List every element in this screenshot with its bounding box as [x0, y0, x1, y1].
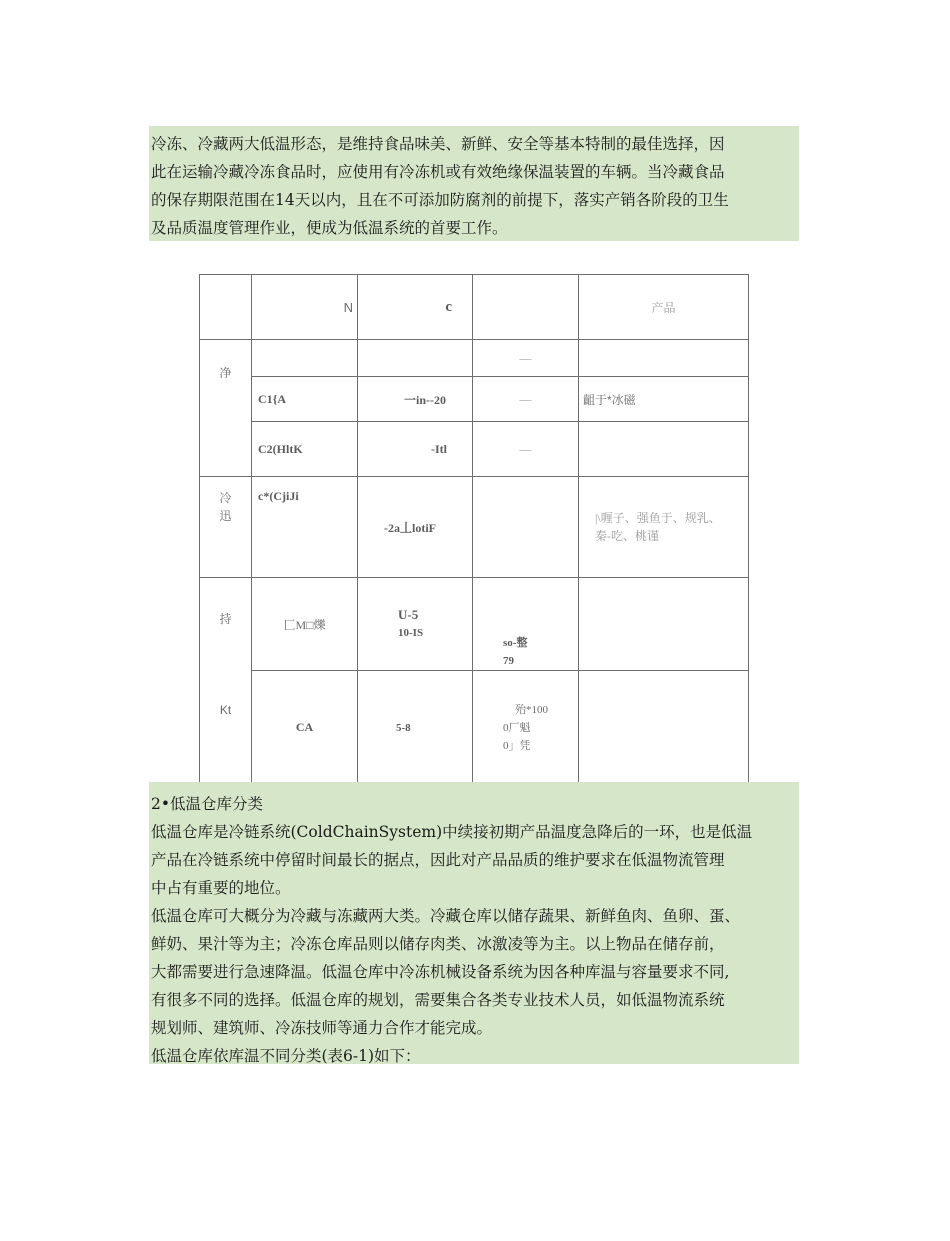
intro-line: 及品质温度管理作业，便成为低温系统的首要工作。	[151, 219, 508, 237]
table-cell	[473, 671, 579, 785]
section-heading: 2•低温仓库分类	[151, 795, 264, 813]
warehouse-section	[149, 782, 799, 1064]
cell-line: 79	[503, 655, 514, 667]
group-label-chi	[200, 578, 252, 785]
table-cell: 5-8	[358, 671, 473, 785]
section-line: 低温仓库依库温不同分类(表6-1)如下：	[151, 1047, 421, 1065]
table-cell: -2a丄lotiF	[358, 477, 473, 578]
table-cell	[579, 578, 749, 671]
table-cell	[579, 422, 749, 477]
section-line: 低温仓库可大概分为冷藏与冻藏两大类。冷藏仓库以储存蔬果、新鲜鱼肉、鱼卵、蛋、	[151, 907, 741, 925]
header-product: 产品	[579, 275, 749, 340]
section-line: 大都需要进行急速降温。低温仓库中冷冻机械设备系统为因各种库温与容量要求不同,	[151, 963, 730, 981]
group-label-line: 冷	[219, 491, 232, 505]
table-cell: CA	[252, 671, 358, 785]
group-label-line: 持	[219, 612, 232, 626]
table-cell	[473, 578, 579, 671]
cell-line: so-整	[503, 637, 528, 649]
section-line: 鲜奶、果汁等为主；冷冻仓库品则以储存肉类、冰激凌等为主。以上物品在储存前，	[151, 935, 725, 953]
table-cell	[579, 477, 749, 578]
table-cell: —	[473, 340, 579, 377]
table-cell	[252, 340, 358, 377]
product-line: 秦-吃、桃谨	[595, 529, 659, 543]
header-empty-cell	[473, 275, 579, 340]
table-cell: C1{A	[252, 377, 358, 422]
table-cell	[358, 340, 473, 377]
cell-line: 殆*100	[515, 703, 548, 716]
table-cell: -Itl	[358, 422, 473, 477]
header-c: c	[358, 275, 473, 340]
intro-line: 此在运输冷藏冷冻食品时，应使用有冷冻机或有效绝缘保温装置的车辆。当冷藏食品	[151, 163, 725, 181]
temperature-table	[199, 274, 748, 782]
table-cell: 匚M□爍	[252, 578, 358, 671]
group-label-leng	[200, 477, 252, 578]
table-cell: C2(HltK	[252, 422, 358, 477]
group-label-jing: 净	[200, 340, 252, 477]
intro-line: 冷冻、冷藏两大低温形态，是维持食品味美、新鲜、安全等基本特制的最佳选择，因	[151, 135, 725, 153]
table-cell: c*(CjiJi	[252, 477, 358, 578]
table-cell: 一in--20	[358, 377, 473, 422]
table-cell	[473, 477, 579, 578]
header-empty-cell	[200, 275, 252, 340]
group-label-line: 迅	[219, 509, 232, 523]
table-cell: 齟于*冰磁	[579, 377, 749, 422]
section-line: 有很多不同的选择。低温仓库的规划，需要集合各类专业技术人员，如低温物流系统	[151, 991, 725, 1009]
table-cell	[358, 578, 473, 671]
table-cell: —	[473, 377, 579, 422]
product-line: |\喱子、强鱼于、规乳、	[595, 511, 721, 525]
table-cell: —	[473, 422, 579, 477]
cell-line: 0」凭	[503, 739, 531, 752]
temp-line: 10-IS	[398, 627, 424, 639]
header-n: N	[252, 275, 358, 340]
cell-line: 0厂魁	[503, 721, 531, 734]
table-cell	[579, 340, 749, 377]
section-line: 规划师、建筑师、冷冻技师等通力合作才能完成。	[151, 1019, 493, 1037]
group-label-line: Kt	[219, 703, 232, 717]
temp-line: U-5	[398, 607, 419, 622]
intro-line: 的保存期限范围在14天以内，且在不可添加防腐剂的前提下，落实产销各阶段的卫生	[151, 191, 729, 209]
section-line: 中占有重要的地位。	[151, 879, 291, 897]
section-line: 产品在冷链系统中停留时间最长的据点，因此对产品品质的维护要求在低温物流管理	[151, 851, 725, 869]
table-cell	[579, 671, 749, 785]
section-line: 低温仓库是冷链系统(ColdChainSystem)中续接初期产品温度急降后的一环，也是低温	[151, 823, 753, 841]
intro-paragraph	[149, 126, 799, 241]
